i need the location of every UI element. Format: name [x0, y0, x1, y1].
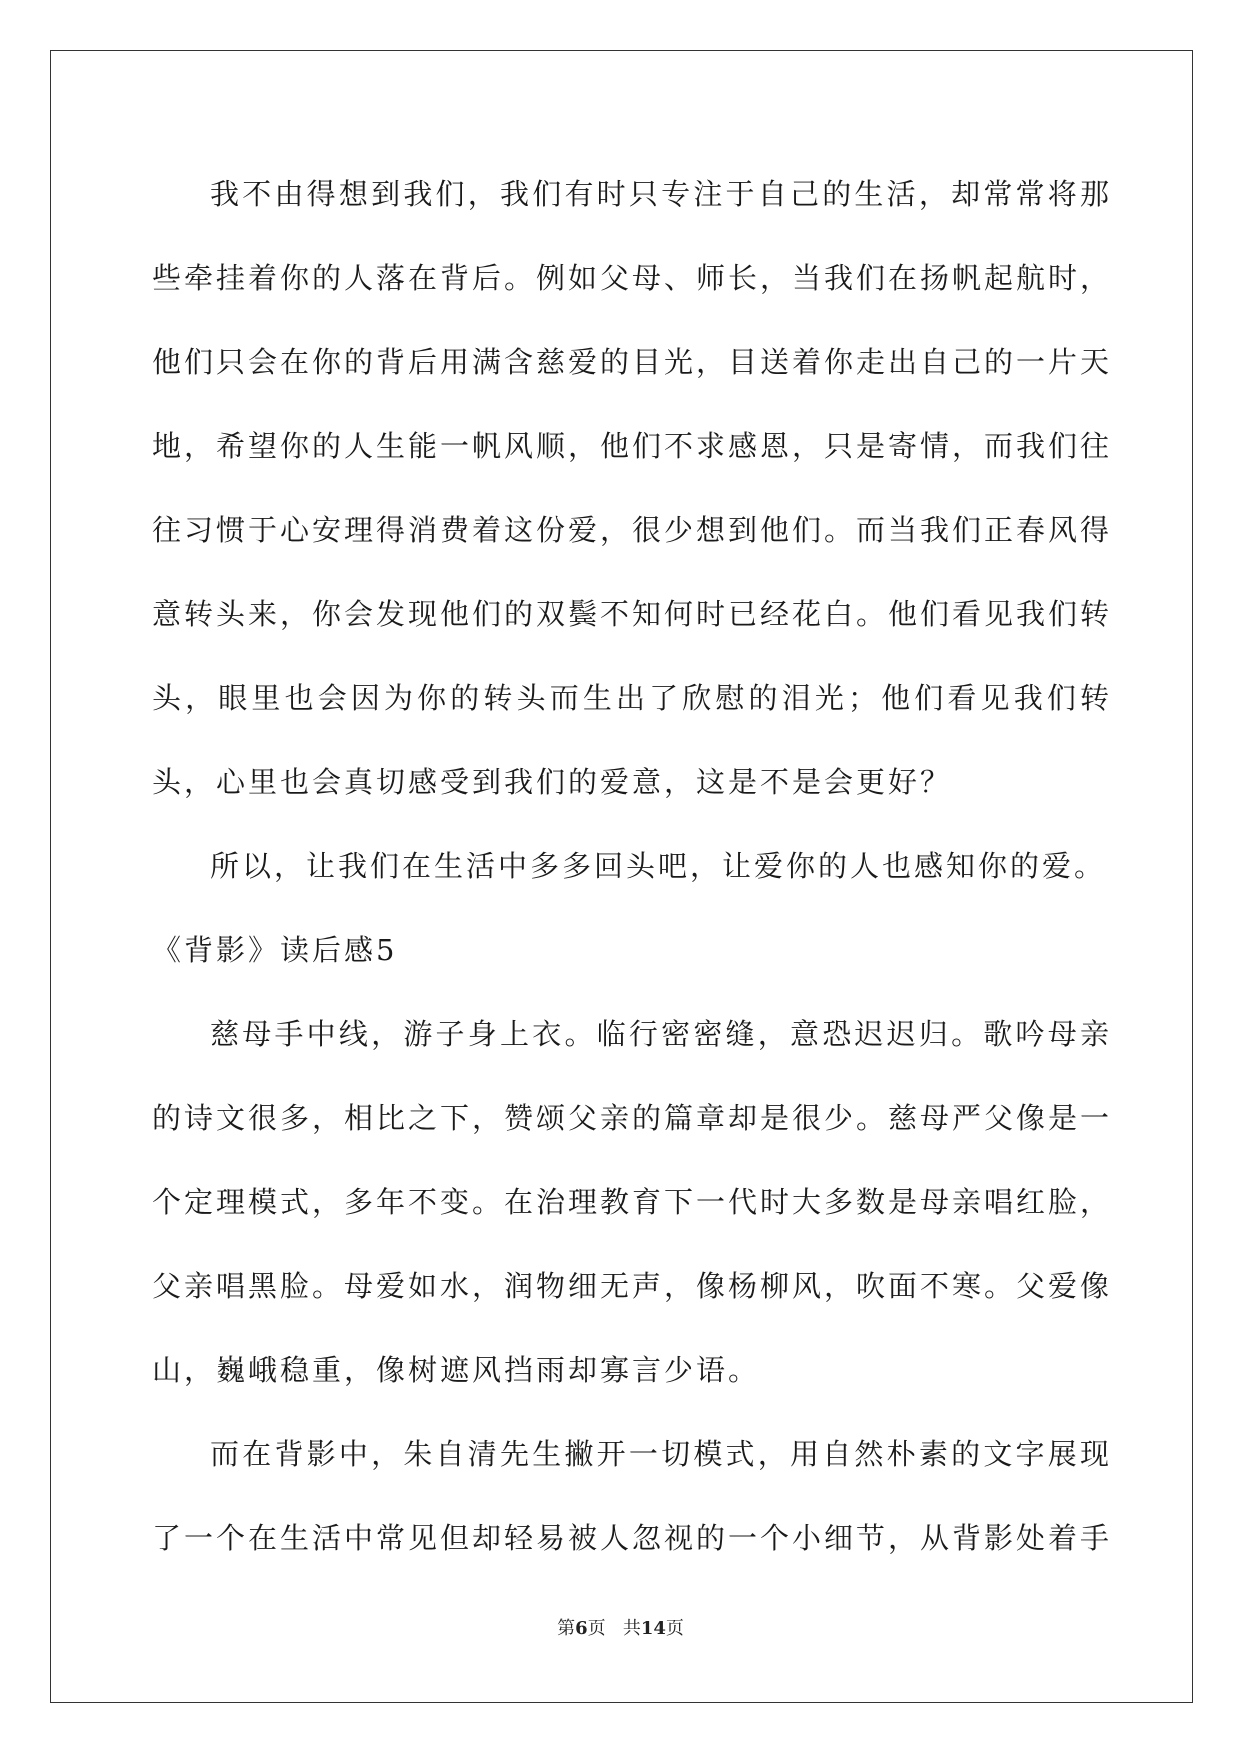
document-body — [152, 152, 1112, 1580]
total-prefix: 共 — [622, 1618, 641, 1639]
paragraph-1: 我不由得想到我们，我们有时只专注于自己的生活，却常常将那些牵挂着你的人落在背后。例如父母、师长，当我们在扬帆起航时，他们只会在你的背后用满含慈爱的目光，目送着你走出自己的一片天地，希望你的人生能一帆风顺，他们不求感恩，只是寄情，而我们往往习惯于心安理得消费着这份爱，很少想到他们。而当我们正春风得意转头来，你会发现他们的双鬓不知何时已经花白。他们看见我们转头，眼里也会因为你的转头而生出了欣慰的泪光；他们看见我们转头，心里也会真切感受到我们的爱意，这是不是会更好？ — [152, 177, 1113, 799]
page-total: 14 — [640, 1618, 666, 1639]
page-prefix: 第 — [557, 1618, 576, 1639]
paragraph-3: 慈母手中线，游子身上衣。临行密密缝，意恐迟迟归。歌吟母亲的诗文很多，相比之下，赞颂父亲的篇章却是很少。慈母严父像是一个定理模式，多年不变。在治理教育下一代时大多数是母亲唱红脸，父亲唱黑脸。母爱如水，润物细无声，像杨柳风，吹面不寒。父爱像山，巍峨稳重，像树遮风挡雨却寡言少语。 — [152, 1017, 1113, 1387]
page-footer — [0, 1614, 1241, 1640]
paragraph-4: 而在背影中，朱自清先生撇开一切模式，用自然朴素的文字展现了一个在生活中常见但却轻易被人忽视的一个小细节，从背影处着手 — [152, 1437, 1113, 1555]
total-suffix: 页 — [665, 1618, 684, 1639]
page-current: 6 — [575, 1618, 588, 1639]
section-heading: 《背影》读后感5 — [152, 933, 398, 967]
paragraph-2: 所以，让我们在生活中多多回头吧，让爱你的人也感知你的爱。 — [210, 849, 1107, 883]
page-suffix: 页 — [587, 1618, 606, 1639]
